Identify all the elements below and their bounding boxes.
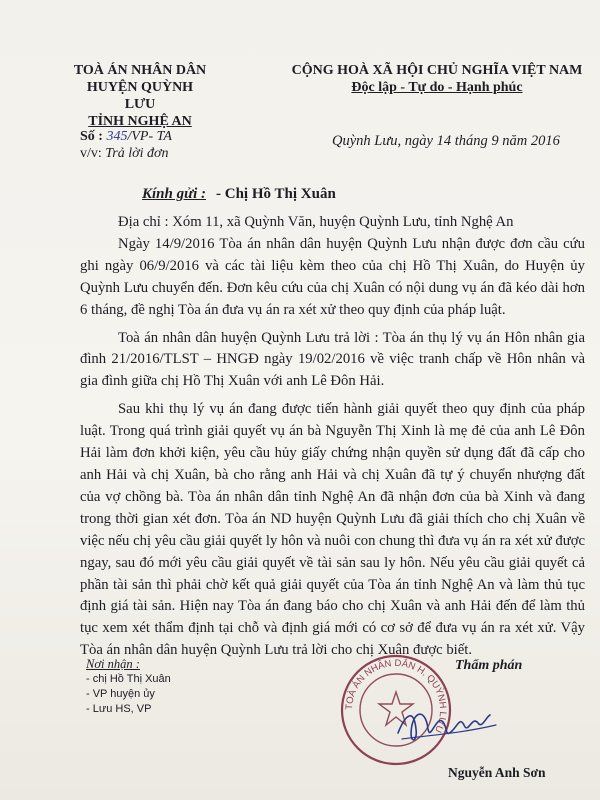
reference-block bbox=[80, 128, 172, 162]
subject-line: v/v: Trả lời đơn bbox=[80, 146, 169, 161]
seal-text: TOÀ ÁN NHÂN DÂN H. QUỲNH LƯU bbox=[343, 657, 449, 735]
recipient-label: Kính gửi : bbox=[142, 186, 207, 202]
issuer-line-2: HUYỆN QUỲNH LƯU bbox=[86, 80, 194, 112]
signature bbox=[392, 695, 502, 755]
signer-name: Nguyễn Anh Sơn bbox=[448, 765, 546, 780]
body-paragraph-2: Toà án nhân dân huyện Quỳnh Lưu trả lời : Tòa án thụ lý vụ án Hôn nhân gia đình 21/2016/TLST – HNGĐ ngày 19/02/2016 về việc tranh chấp về Hôn nhân và gia đình giữa chị Hồ Thị Xuân với anh Lê Đôn Hải. bbox=[80, 329, 585, 390]
recipient-line bbox=[142, 186, 336, 203]
issuer-line-1: TOÀ ÁN NHÂN DÂN bbox=[73, 63, 207, 78]
document-date: Quỳnh Lưu, ngày 14 tháng 9 năm 2016 bbox=[332, 133, 560, 149]
national-header bbox=[282, 62, 592, 96]
receivers-block bbox=[86, 657, 171, 717]
national-motto: Độc lập - Tự do - Hạnh phúc bbox=[351, 80, 523, 95]
letter-body bbox=[80, 212, 585, 668]
national-title: CỘNG HOÀ XÃ HỘI CHỦ NGHĨA VIỆT NAM bbox=[291, 63, 583, 78]
receiver-item: - VP huyện ủy bbox=[86, 688, 155, 700]
receiver-item: - chị Hồ Thị Xuân bbox=[86, 673, 171, 685]
body-paragraph-3: Sau khi thụ lý vụ án đang được tiến hành giải quyết theo quy định của pháp luật. Trong quá trình giải quyết vụ án bà Nguyễn Thị Xinh là mẹ đẻ của anh Lê Đôn Hải làm đơn khởi kiện, yêu cầu hủy giấy chứng nhận quyền sử dụng đất đã cấp cho anh Hải và chị Xuân, bà cho rằng anh Hải và chị Xuân đã tự ý chuyển nhượng đất của vợ chồng bà. Tòa án nhân dân tỉnh Nghệ An đã nhận đơn của bà Xinh và đang trong thời gian xét đơn. Tòa án ND huyện Quỳnh Lưu đã giải thích cho chị Xuân về việc nếu chị yêu cầu giải quyết ly hôn và nuôi con chung thì đưa vụ án ra xét xử được ngay, sau đó mới yêu cầu giải quyết về tài sản sau ly hôn. Nếu yêu cầu giải quyết cả phần tài sản thì phải chờ kết quả giải quyết của Tòa án tỉnh Nghệ An và làm thủ tục định giá tài sản. Hiện nay Tòa án đang báo cho chị Xuân và anh Hải đến để làm thủ tục xem xét thẩm định tại chỗ và định giá mới có cơ sở để đưa vụ án ra xét xử. Vậy Tòa án nhân dân huyện Quỳnh Lưu trả lời cho chị Xuân được biết. bbox=[80, 401, 585, 659]
handwritten-number: 345 bbox=[106, 129, 128, 144]
issuer-header bbox=[70, 62, 210, 130]
signer-title: Thẩm phán bbox=[455, 658, 523, 673]
issuer-line-3: TỈNH NGHỆ AN bbox=[88, 114, 192, 129]
address-paragraph: Địa chỉ : Xóm 11, xã Quỳnh Văn, huyện Quỳnh Lưu, tỉnh Nghệ An bbox=[118, 214, 514, 230]
recipient-name: - Chị Hồ Thị Xuân bbox=[216, 186, 336, 202]
receiver-item: - Lưu HS, VP bbox=[86, 703, 152, 715]
body-paragraph-1: Ngày 14/9/2016 Tòa án nhân dân huyện Quỳnh Lưu nhận được đơn cầu cứu ghi ngày 06/9/2016 và các tài liệu kèm theo của chị Hồ Thị Xuân, do Huyện ủy Quỳnh Lưu chuyển đến. Đơn kêu cứu của chị Xuân có nội dung vụ án đã kéo dài hơn 6 tháng, đề nghị Tòa án đưa vụ án ra xét xử theo quy định của pháp luật. bbox=[80, 235, 585, 318]
receivers-title: Nơi nhận : bbox=[86, 657, 140, 671]
document-number: Số : 345/VP- TA bbox=[80, 129, 172, 144]
